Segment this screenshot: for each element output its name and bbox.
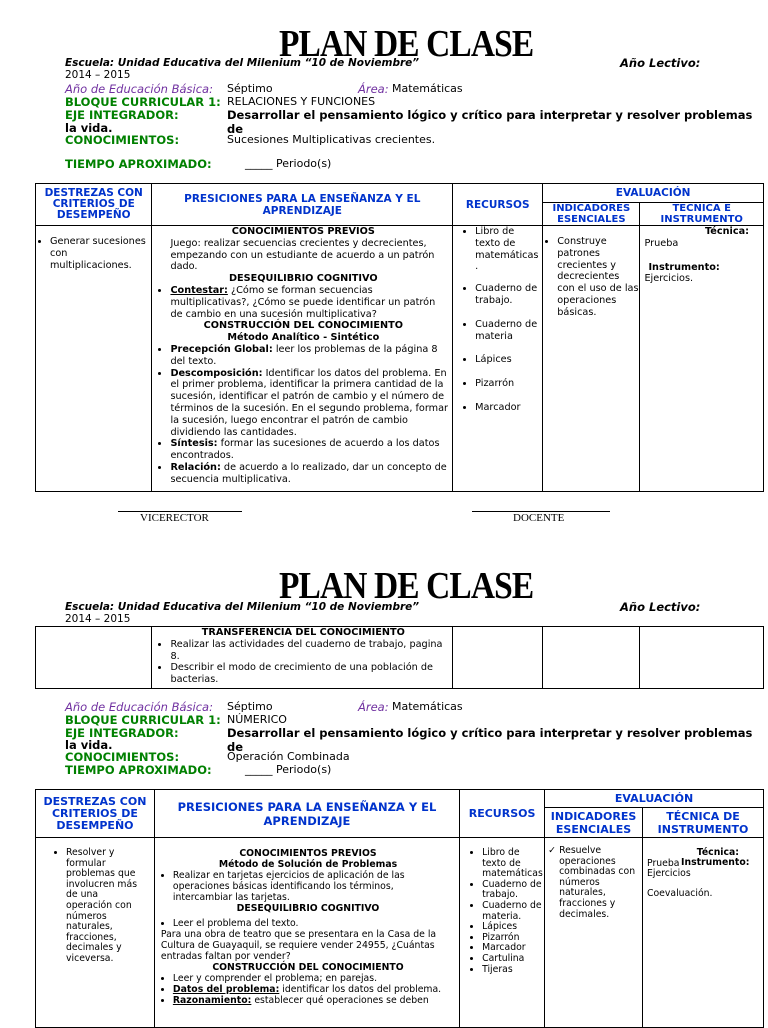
- eje-label: EJE INTEGRADOR:: [65, 108, 179, 122]
- datos-text-2: identificar los datos del problema.: [282, 984, 442, 995]
- cc-item-2: • Leer y comprender el problema; en parejas.: [173, 973, 455, 984]
- cp-item-2: • Realizar en tarjetas ejercicios de aplicación de las operaciones básicas identificando los términos, intercambiar las tarjetas.: [173, 870, 455, 903]
- bloque-value: RELACIONES Y FUNCIONES: [227, 95, 376, 108]
- transfer-item: • Realizar las actividades del cuaderno de trabajo, pagina 8.: [170, 639, 448, 663]
- cp-text: Juego: realizar secuencias crecientes y decrecientes, empezando con un estudiante de acuerdo a un patrón dado.: [170, 237, 435, 273]
- page-title-2: PLAN DE CLASE: [279, 565, 534, 607]
- tecnica-label-2: Técnica:: [696, 847, 739, 858]
- dc-title: DESEQUILIBRIO COGNITIVO: [229, 273, 378, 285]
- area-label: Área:: [358, 82, 389, 96]
- percepcion-label: Precepción Global:: [170, 343, 273, 355]
- indicador-item: • Construye patrones crecientes y decrecientes con el uso de las operaciones básicas.: [557, 236, 639, 319]
- recurso-item: • Cuaderno de trabajo.: [475, 283, 542, 307]
- conocimientos-value-2: Operación Combinada: [227, 750, 350, 763]
- dc-item-2: • Leer el problema del texto.: [173, 918, 455, 929]
- sintesis-item: [170, 438, 448, 462]
- contestar-item: [170, 285, 448, 320]
- header-indicadores-2: INDICADORES ESENCIALES: [545, 808, 643, 838]
- header-tecnica-2: TÉCNICA DE INSTRUMENTO: [643, 808, 764, 838]
- school-year-value-2: 2014 – 2015: [65, 613, 131, 625]
- conocimientos-label-2: CONOCIMIENTOS:: [65, 750, 180, 764]
- contestar-label: Contestar:: [170, 284, 228, 296]
- descomp-item: [170, 368, 448, 439]
- instrumento-value-2: Ejercicios: [647, 867, 691, 879]
- recurso-item-2: • Pizarrón: [482, 933, 544, 944]
- instrumento-label-2: Instrumento:: [681, 857, 750, 869]
- header-precisiones: PRESICIONES PARA LA ENSEÑANZA Y EL APRENDIZAJE: [152, 184, 453, 226]
- recurso-item-2: • Libro de texto de matemáticas: [482, 848, 544, 880]
- recursos-cell-2: [460, 838, 545, 1028]
- indicadores-cell: [543, 226, 640, 492]
- school-year-value: 2014 – 2015: [65, 69, 131, 81]
- tecnica-cell-2: [643, 838, 764, 1028]
- transfer-cell: [152, 627, 453, 689]
- recurso-item: • Marcador: [475, 402, 542, 414]
- destrezas-cell: [36, 226, 152, 492]
- datos-item-2: [173, 984, 455, 995]
- recurso-item-2: • Lápices: [482, 922, 544, 933]
- school-name-2: Escuela: Unidad Educativa del Milenium “10 de Noviembre”: [65, 601, 420, 613]
- check-icon: ✓: [548, 845, 556, 856]
- tecnica-value: Prueba: [644, 237, 679, 249]
- dc-text-2: Para una obra de teatro que se presentara en la Casa de la Cultura de Guayaquil, se requiere vender 24955, ¿Cuántas entradas faltan por vender?: [160, 929, 437, 962]
- transfer-table: [35, 626, 764, 689]
- destreza-item: • Generar sucesiones con multiplicaciones.: [50, 236, 151, 271]
- transfer-empty-cell: [36, 627, 152, 689]
- razon-item-2: [173, 995, 455, 1006]
- recurso-item: • Cuaderno de materia: [475, 319, 542, 343]
- transfer-title: TRANSFERENCIA DEL CONOCIMIENTO: [201, 627, 405, 638]
- eje-value-2: Desarrollar el pensamiento lógico y crítico para interpretar y resolver problemas de: [227, 726, 753, 754]
- recurso-item-2: • Cuaderno de trabajo.: [482, 880, 544, 901]
- relacion-label: Relación:: [170, 461, 221, 473]
- eje-value-cont-2: la vida.: [65, 738, 113, 752]
- transfer-empty-cell: [640, 627, 764, 689]
- bloque-label: BLOQUE CURRICULAR 1:: [65, 95, 221, 109]
- tecnica-value-2: Prueba: [647, 857, 680, 869]
- razon-label-2: Razonamiento:: [172, 995, 252, 1006]
- plan2-table: [35, 789, 764, 1028]
- indicadores-cell-2: [545, 838, 643, 1028]
- header-evaluacion: EVALUACIÓN: [543, 184, 764, 203]
- header-precisiones-2: PRESICIONES PARA LA ENSEÑANZA Y EL APRENDIZAJE: [154, 790, 459, 838]
- school-year-label: Año Lectivo:: [620, 56, 701, 70]
- recurso-item-2: • Tijeras: [482, 965, 544, 976]
- tiempo-value-2: _____ Periodo(s): [245, 763, 332, 776]
- coevaluacion-text: Coevaluación.: [647, 888, 713, 900]
- conocimientos-value: Sucesiones Multiplicativas crecientes.: [227, 133, 436, 146]
- grade-value: Séptimo: [227, 82, 273, 95]
- area-label-2: Área:: [358, 700, 389, 714]
- area-value-2: Matemáticas: [392, 700, 463, 713]
- cc-title: CONSTRUCCIÓN DEL CONOCIMIENTO: [203, 320, 403, 332]
- instrumento-label: Instrumento:: [648, 261, 720, 273]
- recurso-item-2: • Marcador: [482, 943, 544, 954]
- school-year-label-2: Año Lectivo:: [620, 600, 701, 614]
- header-destrezas-2: DESTREZAS CON CRITERIOS DE DESEMPEÑO: [36, 790, 155, 838]
- school-name: Escuela: Unidad Educativa del Milenium “10 de Noviembre”: [65, 57, 420, 69]
- recurso-item-2: • Cuaderno de materia.: [482, 901, 544, 922]
- cp-title: CONOCIMIENTOS PREVIOS: [231, 226, 375, 237]
- percepcion-text: leer los problemas de la página 8 del texto.: [170, 343, 438, 367]
- destrezas-cell-2: [36, 838, 155, 1028]
- eje-value: Desarrollar el pensamiento lógico y crítico para interpretar y resolver problemas de: [227, 108, 753, 136]
- signature-docente: DOCENTE: [513, 512, 565, 524]
- relacion-item: [170, 462, 448, 486]
- header-tecnica: TECNICA E INSTRUMENTO: [640, 203, 764, 226]
- tiempo-label-2: TIEMPO APROXIMADO:: [65, 763, 212, 777]
- datos-label-2: Datos del problema:: [172, 984, 280, 995]
- grade-label-2: Año de Educación Básica:: [65, 700, 213, 714]
- razon-text-2: establecer qué operaciones se deben: [254, 995, 429, 1006]
- recurso-item: • Libro de texto de matemáticas .: [475, 226, 542, 273]
- transfer-empty-cell: [453, 627, 543, 689]
- eje-label-2: EJE INTEGRADOR:: [65, 726, 179, 740]
- recursos-cell: [453, 226, 543, 492]
- contestar-text: ¿Cómo se forman secuencias multiplicativas?, ¿Cómo se puede identificar un patrón de cambio en una sucesión multiplicativa?: [170, 284, 436, 320]
- tecnica-cell: [640, 226, 764, 492]
- sintesis-text: formar las sucesiones de acuerdo a los datos encontrados.: [170, 438, 440, 462]
- tiempo-value: _____ Periodo(s): [245, 157, 332, 170]
- instrumento-value: Ejercicios.: [644, 273, 694, 285]
- cp-method-2: Método de Solución de Problemas: [218, 859, 398, 870]
- dc-title-2: DESEQUILIBRIO COGNITIVO: [236, 903, 380, 914]
- header-indicadores: INDICADORES ESENCIALES: [543, 203, 640, 226]
- area-value: Matemáticas: [392, 82, 463, 95]
- signature-vicerector: VICERECTOR: [140, 512, 209, 524]
- conocimientos-label: CONOCIMIENTOS:: [65, 133, 180, 147]
- grade-label: Año de Educación Básica:: [65, 82, 213, 96]
- cp-title-2: CONOCIMIENTOS PREVIOS: [239, 848, 377, 859]
- destreza-item-2: • Resolver y formular problemas que involucren más de una operación con números naturales, fracciones, decimales y viceversa.: [66, 848, 146, 965]
- bloque-label-2: BLOQUE CURRICULAR 1:: [65, 713, 221, 727]
- plan1-table: [35, 183, 764, 492]
- recurso-item: • Lápices: [475, 354, 542, 366]
- tecnica-label: Técnica:: [704, 226, 749, 237]
- header-recursos: RECURSOS: [453, 184, 543, 226]
- eje-value-cont: la vida.: [65, 121, 113, 135]
- descomp-label: Descomposición:: [170, 367, 263, 379]
- cc-title-2: CONSTRUCCIÓN DEL CONOCIMIENTO: [212, 962, 404, 973]
- transfer-item: • Describir el modo de crecimiento de una población de bacterias.: [170, 662, 448, 686]
- header-recursos-2: RECURSOS: [460, 790, 545, 838]
- descomp-text: Identificar los datos del problema. En el primer problema, identificar la primera cantidad de la sucesión, identificar el patrón de cambio y el número de términos de la sucesión. En el segundo problema, formar la sucesión, luego encontrar el patrón de cambio dividiendo las cantidades.: [170, 367, 449, 438]
- sintesis-label: Síntesis:: [170, 438, 218, 450]
- page-title: PLAN DE CLASE: [279, 23, 534, 65]
- precisiones-cell: [152, 226, 453, 492]
- percepcion-item: [170, 344, 448, 368]
- relacion-text: de acuerdo a lo realizado, dar un concepto de secuencia multiplicativa.: [170, 461, 447, 485]
- precisiones-cell-2: [154, 838, 459, 1028]
- bloque-value-2: NÚMERICO: [227, 713, 287, 726]
- recurso-item: • Pizarrón: [475, 378, 542, 390]
- tiempo-label: TIEMPO APROXIMADO:: [65, 157, 212, 171]
- recurso-item-2: • Cartulina: [482, 954, 544, 965]
- cc-method: Método Analítico - Sintético: [227, 332, 380, 344]
- header-destrezas: DESTREZAS CON CRITERIOS DE DESEMPEÑO: [36, 184, 152, 226]
- transfer-empty-cell: [543, 627, 640, 689]
- grade-value-2: Séptimo: [227, 700, 273, 713]
- indicador-item-2: Resuelve operaciones combinadas con números naturales, fracciones y decimales.: [559, 845, 636, 920]
- header-evaluacion-2: EVALUACIÓN: [545, 790, 764, 808]
